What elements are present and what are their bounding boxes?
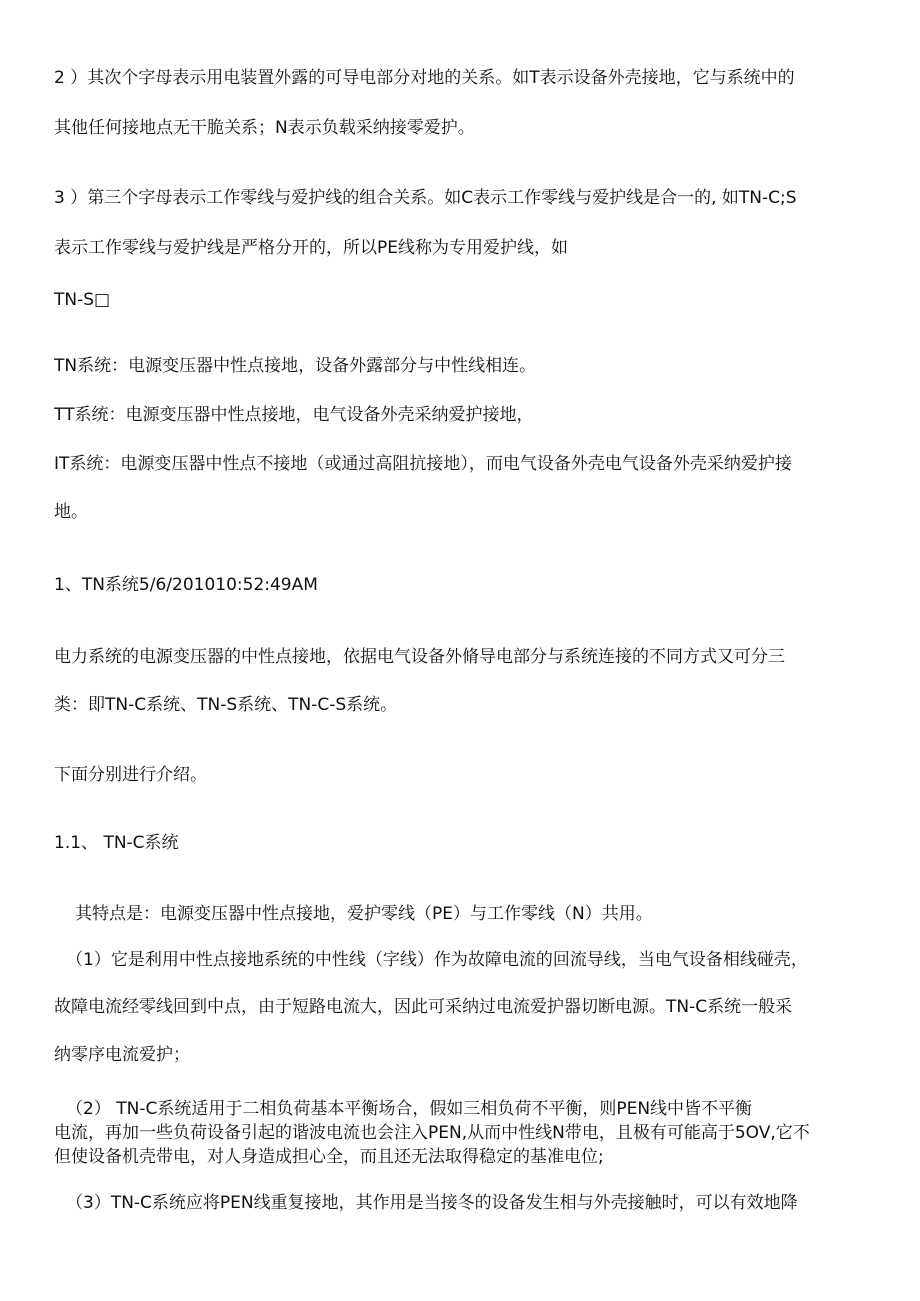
intro-line-2: 类：即TN-C系统、TN-S系统、TN-C-S系统。 xyxy=(54,695,398,715)
item-1-line-1: （1）它是利用中性点接地系统的中性线（字线）作为故障电流的回流导线，当电气设备相线碰壳， xyxy=(66,950,808,970)
item-3-line-1: （3）TN-C系统应将PEN线重复接地，其作用是当接冬的设备发生相与外壳接触时，可以有效地降 xyxy=(66,1193,798,1213)
feature-text: 其特点是：电源变压器中性点接地，爱护零线（PE）与工作零线（N）共用。 xyxy=(75,904,653,924)
paragraph-2-line-1: 2 ）其次个字母表示用电装置外露的可导电部分对地的关系。如T表示设备外壳接地，它与系统中的 xyxy=(54,68,795,88)
it-system-definition-line-1: IT系统：电源变压器中性点不接地（或通过高阻抗接地），而电气设备外壳电气设备外壳采纳爱护接 xyxy=(54,454,792,474)
item-2-line-1: （2） TN-C系统适用于二相负荷基本平衡场合，假如三相负荷不平衡，则PEN线中皆不平衡 xyxy=(66,1099,753,1119)
item-2-line-2: 电流，再加一些负荷设备引起的谐波电流也会注入PEN,从而中性线N带电，且极有可能高于5OV,它不 xyxy=(54,1123,810,1143)
paragraph-3-line-3: TN-S□ xyxy=(54,290,111,310)
intro-line-3: 下面分别进行介绍。 xyxy=(54,765,207,785)
tt-system-definition: TT系统：电源变压器中性点接地，电气设备外壳采纳爱护接地， xyxy=(54,405,534,425)
intro-line-1: 电力系统的电源变压器的中性点接地，依据电气设备外脩导电部分与系统连接的不同方式又可分三 xyxy=(54,647,785,667)
paragraph-3-line-1: 3 ）第三个字母表示工作零线与爱护线的组合关系。如C表示工作零线与爱护线是合一的, 如TN-C;S xyxy=(54,188,797,208)
section-1-heading: 1、TN系统5/6/201010:52:49AM xyxy=(54,575,318,595)
tn-system-definition: TN系统：电源变压器中性点接地，设备外露部分与中性线相连。 xyxy=(54,356,537,376)
section-1-1-heading: 1.1、 TN-C系统 xyxy=(54,833,179,853)
it-system-definition-line-2: 地。 xyxy=(54,502,88,522)
paragraph-3-line-2: 表示工作零线与爱护线是严格分开的，所以PE线称为专用爱护线，如 xyxy=(54,238,568,258)
item-2-line-3: 但使设备机壳带电，对人身造成担心全，而且还无法取得稳定的基准电位; xyxy=(54,1147,604,1167)
paragraph-2-line-2: 其他任何接地点无干脆关系；N表示负载采纳接零爱护。 xyxy=(54,118,475,138)
item-1-line-2: 故障电流经零线回到中点，由于短路电流大，因此可采纳过电流爱护器切断电源。TN-C系统一般采 xyxy=(54,997,793,1017)
item-1-line-3: 纳零序电流爱护； xyxy=(54,1045,190,1065)
